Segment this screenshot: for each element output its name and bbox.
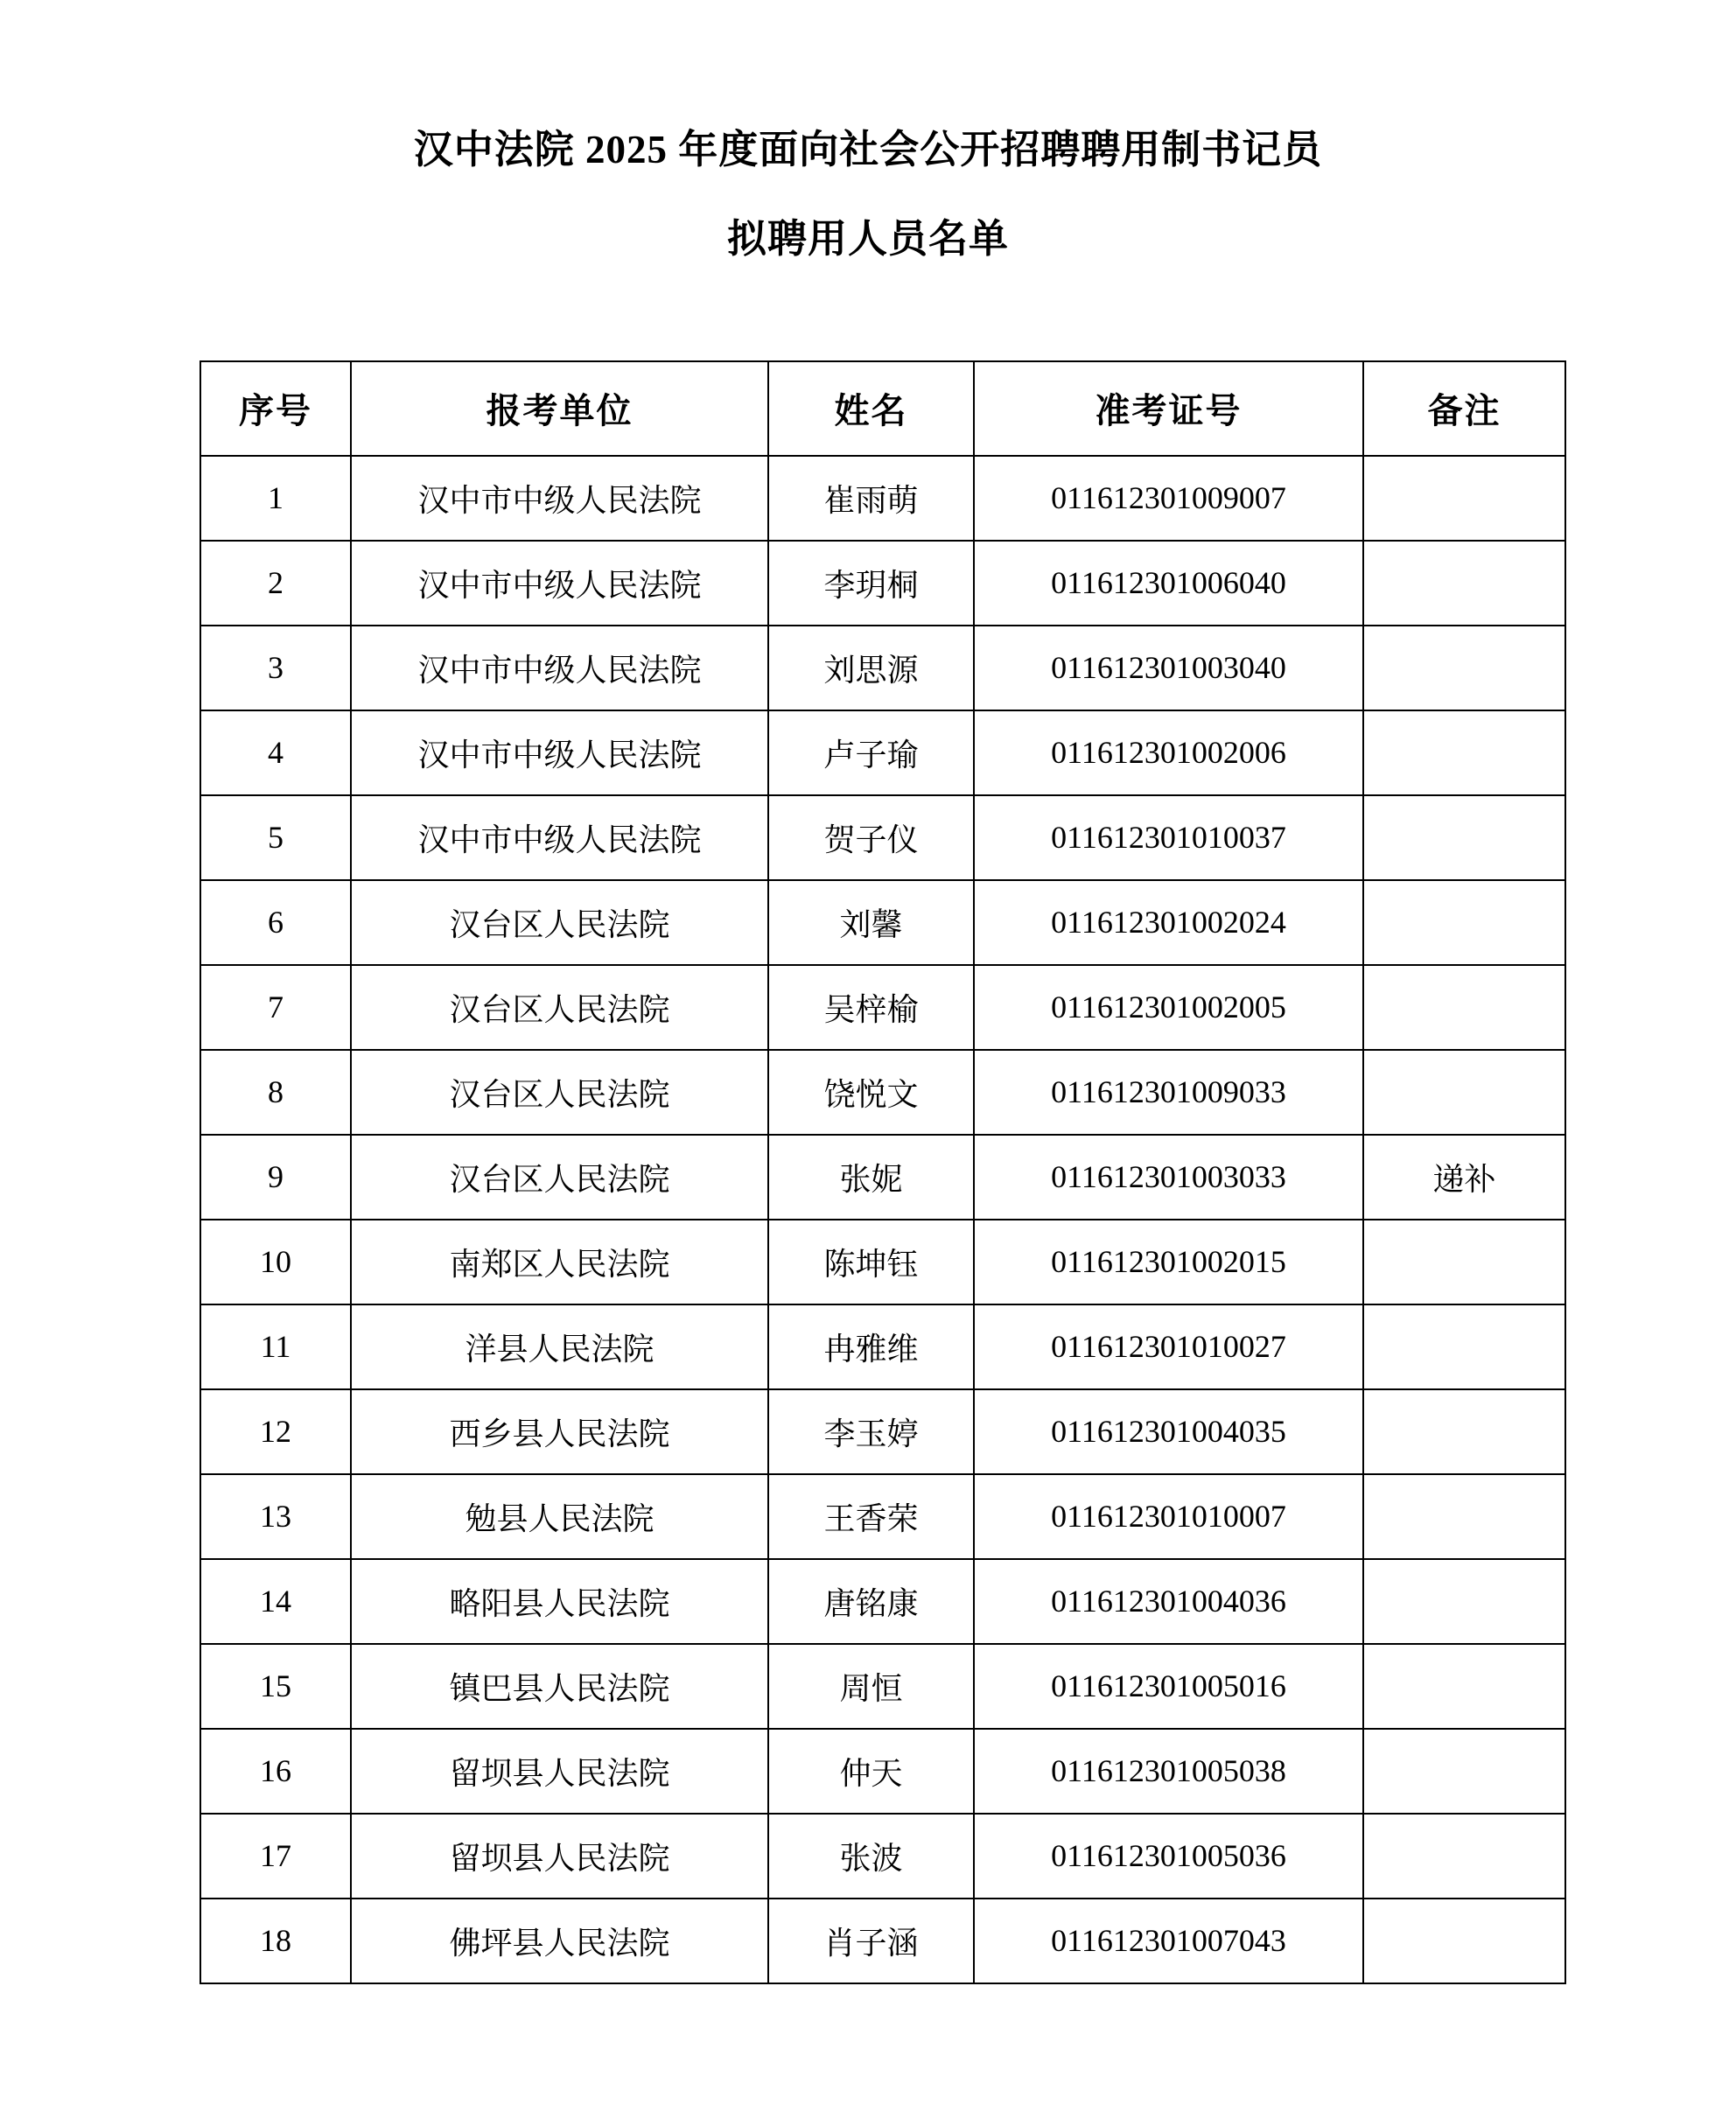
header-ticket-number: 准考证号 bbox=[974, 361, 1363, 456]
remark-cell bbox=[1363, 1644, 1565, 1729]
table-row bbox=[200, 1389, 1565, 1474]
table-row bbox=[200, 1729, 1565, 1814]
serial-number-cell: 7 bbox=[200, 965, 351, 1050]
table-row bbox=[200, 1474, 1565, 1559]
serial-number-cell: 18 bbox=[200, 1899, 351, 1983]
table-row bbox=[200, 1899, 1565, 1983]
header-remark: 备注 bbox=[1363, 361, 1565, 456]
ticket-number-cell: 011612301009007 bbox=[974, 456, 1363, 541]
name-cell: 张波 bbox=[768, 1814, 974, 1899]
name-cell: 崔雨萌 bbox=[768, 456, 974, 541]
header-serial-number: 序号 bbox=[200, 361, 351, 456]
table-row bbox=[200, 1559, 1565, 1644]
name-cell: 吴梓榆 bbox=[768, 965, 974, 1050]
table-row bbox=[200, 880, 1565, 965]
remark-cell bbox=[1363, 795, 1565, 880]
header-name: 姓名 bbox=[768, 361, 974, 456]
ticket-number-cell: 011612301002006 bbox=[974, 710, 1363, 795]
table-row bbox=[200, 1135, 1565, 1220]
applied-unit-cell: 汉中市中级人民法院 bbox=[351, 541, 768, 626]
serial-number-cell: 11 bbox=[200, 1304, 351, 1389]
ticket-number-cell: 011612301002015 bbox=[974, 1220, 1363, 1304]
applied-unit-cell: 汉台区人民法院 bbox=[351, 880, 768, 965]
name-cell: 陈坤钰 bbox=[768, 1220, 974, 1304]
serial-number-cell: 12 bbox=[200, 1389, 351, 1474]
name-cell: 刘思源 bbox=[768, 626, 974, 710]
ticket-number-cell: 011612301006040 bbox=[974, 541, 1363, 626]
table-row bbox=[200, 1304, 1565, 1389]
ticket-number-cell: 011612301010007 bbox=[974, 1474, 1363, 1559]
table-row bbox=[200, 710, 1565, 795]
remark-cell bbox=[1363, 1474, 1565, 1559]
serial-number-cell: 13 bbox=[200, 1474, 351, 1559]
remark-cell bbox=[1363, 1899, 1565, 1983]
name-cell: 饶悦文 bbox=[768, 1050, 974, 1135]
name-cell: 王香荣 bbox=[768, 1474, 974, 1559]
remark-cell bbox=[1363, 1304, 1565, 1389]
ticket-number-cell: 011612301010027 bbox=[974, 1304, 1363, 1389]
serial-number-cell: 3 bbox=[200, 626, 351, 710]
ticket-number-cell: 011612301003033 bbox=[974, 1135, 1363, 1220]
name-cell: 唐铭康 bbox=[768, 1559, 974, 1644]
applied-unit-cell: 南郑区人民法院 bbox=[351, 1220, 768, 1304]
name-cell: 张妮 bbox=[768, 1135, 974, 1220]
serial-number-cell: 6 bbox=[200, 880, 351, 965]
name-cell: 冉雅维 bbox=[768, 1304, 974, 1389]
remark-cell bbox=[1363, 456, 1565, 541]
serial-number-cell: 17 bbox=[200, 1814, 351, 1899]
name-cell: 周恒 bbox=[768, 1644, 974, 1729]
serial-number-cell: 14 bbox=[200, 1559, 351, 1644]
ticket-number-cell: 011612301005038 bbox=[974, 1729, 1363, 1814]
applied-unit-cell: 汉台区人民法院 bbox=[351, 965, 768, 1050]
ticket-number-cell: 011612301003040 bbox=[974, 626, 1363, 710]
serial-number-cell: 9 bbox=[200, 1135, 351, 1220]
applied-unit-cell: 汉中市中级人民法院 bbox=[351, 456, 768, 541]
serial-number-cell: 4 bbox=[200, 710, 351, 795]
ticket-number-cell: 011612301005036 bbox=[974, 1814, 1363, 1899]
applied-unit-cell: 汉中市中级人民法院 bbox=[351, 710, 768, 795]
name-cell: 贺子仪 bbox=[768, 795, 974, 880]
remark-cell: 递补 bbox=[1363, 1135, 1565, 1220]
serial-number-cell: 5 bbox=[200, 795, 351, 880]
serial-number-cell: 15 bbox=[200, 1644, 351, 1729]
remark-cell bbox=[1363, 626, 1565, 710]
table-body bbox=[200, 456, 1565, 1983]
name-cell: 肖子涵 bbox=[768, 1899, 974, 1983]
name-cell: 仲天 bbox=[768, 1729, 974, 1814]
remark-cell bbox=[1363, 1050, 1565, 1135]
ticket-number-cell: 011612301009033 bbox=[974, 1050, 1363, 1135]
remark-cell bbox=[1363, 1814, 1565, 1899]
table-row bbox=[200, 626, 1565, 710]
serial-number-cell: 10 bbox=[200, 1220, 351, 1304]
table-header-row bbox=[200, 361, 1565, 456]
ticket-number-cell: 011612301004036 bbox=[974, 1559, 1363, 1644]
applied-unit-cell: 汉台区人民法院 bbox=[351, 1050, 768, 1135]
table-row bbox=[200, 1644, 1565, 1729]
ticket-number-cell: 011612301010037 bbox=[974, 795, 1363, 880]
document-title-line2: 拟聘用人员名单 bbox=[726, 216, 1009, 261]
remark-cell bbox=[1363, 880, 1565, 965]
applied-unit-cell: 勉县人民法院 bbox=[351, 1474, 768, 1559]
ticket-number-cell: 011612301007043 bbox=[974, 1899, 1363, 1983]
applied-unit-cell: 洋县人民法院 bbox=[351, 1304, 768, 1389]
table-row bbox=[200, 1050, 1565, 1135]
remark-cell bbox=[1363, 710, 1565, 795]
applied-unit-cell: 佛坪县人民法院 bbox=[351, 1899, 768, 1983]
remark-cell bbox=[1363, 1559, 1565, 1644]
table-row bbox=[200, 456, 1565, 541]
applied-unit-cell: 西乡县人民法院 bbox=[351, 1389, 768, 1474]
table-row bbox=[200, 965, 1565, 1050]
table-row bbox=[200, 1814, 1565, 1899]
remark-cell bbox=[1363, 541, 1565, 626]
applied-unit-cell: 留坝县人民法院 bbox=[351, 1814, 768, 1899]
serial-number-cell: 16 bbox=[200, 1729, 351, 1814]
applied-unit-cell: 汉中市中级人民法院 bbox=[351, 626, 768, 710]
applied-unit-cell: 汉中市中级人民法院 bbox=[351, 795, 768, 880]
remark-cell bbox=[1363, 1389, 1565, 1474]
table-row bbox=[200, 795, 1565, 880]
table-row bbox=[200, 1220, 1565, 1304]
applied-unit-cell: 略阳县人民法院 bbox=[351, 1559, 768, 1644]
table-row bbox=[200, 541, 1565, 626]
serial-number-cell: 8 bbox=[200, 1050, 351, 1135]
applied-unit-cell: 汉台区人民法院 bbox=[351, 1135, 768, 1220]
serial-number-cell: 2 bbox=[200, 541, 351, 626]
name-cell: 李玉婷 bbox=[768, 1389, 974, 1474]
ticket-number-cell: 011612301004035 bbox=[974, 1389, 1363, 1474]
hire-roster-table bbox=[200, 360, 1566, 1984]
serial-number-cell: 1 bbox=[200, 456, 351, 541]
remark-cell bbox=[1363, 965, 1565, 1050]
name-cell: 李玥桐 bbox=[768, 541, 974, 626]
ticket-number-cell: 011612301005016 bbox=[974, 1644, 1363, 1729]
document-title-line1: 汉中法院 2025 年度面向社会公开招聘聘用制书记员 bbox=[413, 128, 1323, 171]
applied-unit-cell: 留坝县人民法院 bbox=[351, 1729, 768, 1814]
ticket-number-cell: 011612301002024 bbox=[974, 880, 1363, 965]
remark-cell bbox=[1363, 1220, 1565, 1304]
applied-unit-cell: 镇巴县人民法院 bbox=[351, 1644, 768, 1729]
remark-cell bbox=[1363, 1729, 1565, 1814]
header-applied-unit: 报考单位 bbox=[351, 361, 768, 456]
name-cell: 刘馨 bbox=[768, 880, 974, 965]
name-cell: 卢子瑜 bbox=[768, 710, 974, 795]
ticket-number-cell: 011612301002005 bbox=[974, 965, 1363, 1050]
